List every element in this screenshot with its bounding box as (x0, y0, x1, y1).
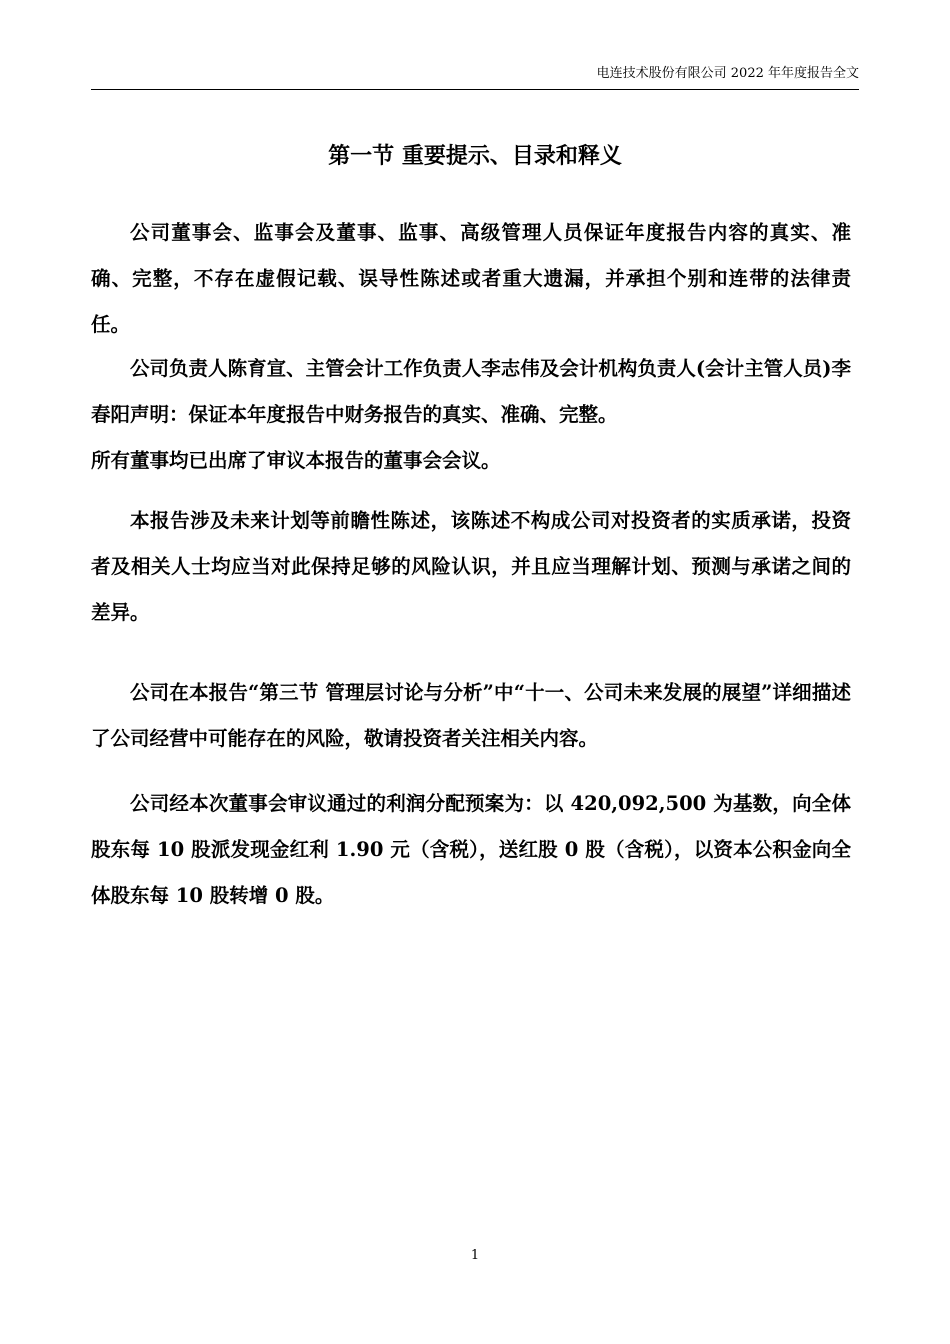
page-header (91, 64, 859, 90)
paragraph-risk-notice: 公司在本报告“第三节 管理层讨论与分析”中“十一、公司未来发展的展望”详细描述了公司经营中可能存在的风险，敬请投资者关注相关内容。 (91, 681, 851, 750)
page-number: 1 (470, 1248, 480, 1263)
paragraph-board-attendance: 所有董事均已出席了审议本报告的董事会会议。 (91, 449, 501, 472)
paragraph-forward-looking: 本报告涉及未来计划等前瞻性陈述，该陈述不构成公司对投资者的实质承诺，投资者及相关人士均应当对此保持足够的风险认识，并且应当理解计划、预测与承诺之间的差异。 (91, 509, 851, 624)
paragraph-responsibility-statement: 公司董事会、监事会及董事、监事、高级管理人员保证年度报告内容的真实、准确、完整，不存在虚假记载、误导性陈述或者重大遗漏，并承担个别和连带的法律责任。 (91, 221, 851, 336)
paragraph-executive-declaration: 公司负责人陈育宣、主管会计工作负责人李志伟及会计机构负责人(会计主管人员)李春阳声明：保证本年度报告中财务报告的真实、准确、完整。 (91, 357, 851, 426)
running-title: 电连技术股份有限公司 2022 年年度报告全文 (596, 66, 859, 81)
section-title: 第一节 重要提示、目录和释义 (328, 143, 622, 169)
paragraph-profit-distribution: 公司经本次董事会审议通过的利润分配预案为：以 420,092,500 为基数，向全体股东每 10 股派发现金红利 1.90 元（含税），送红股 0 股（含税），以资本公积金向全体股东每 10 股转增 0 股。 (91, 792, 851, 907)
